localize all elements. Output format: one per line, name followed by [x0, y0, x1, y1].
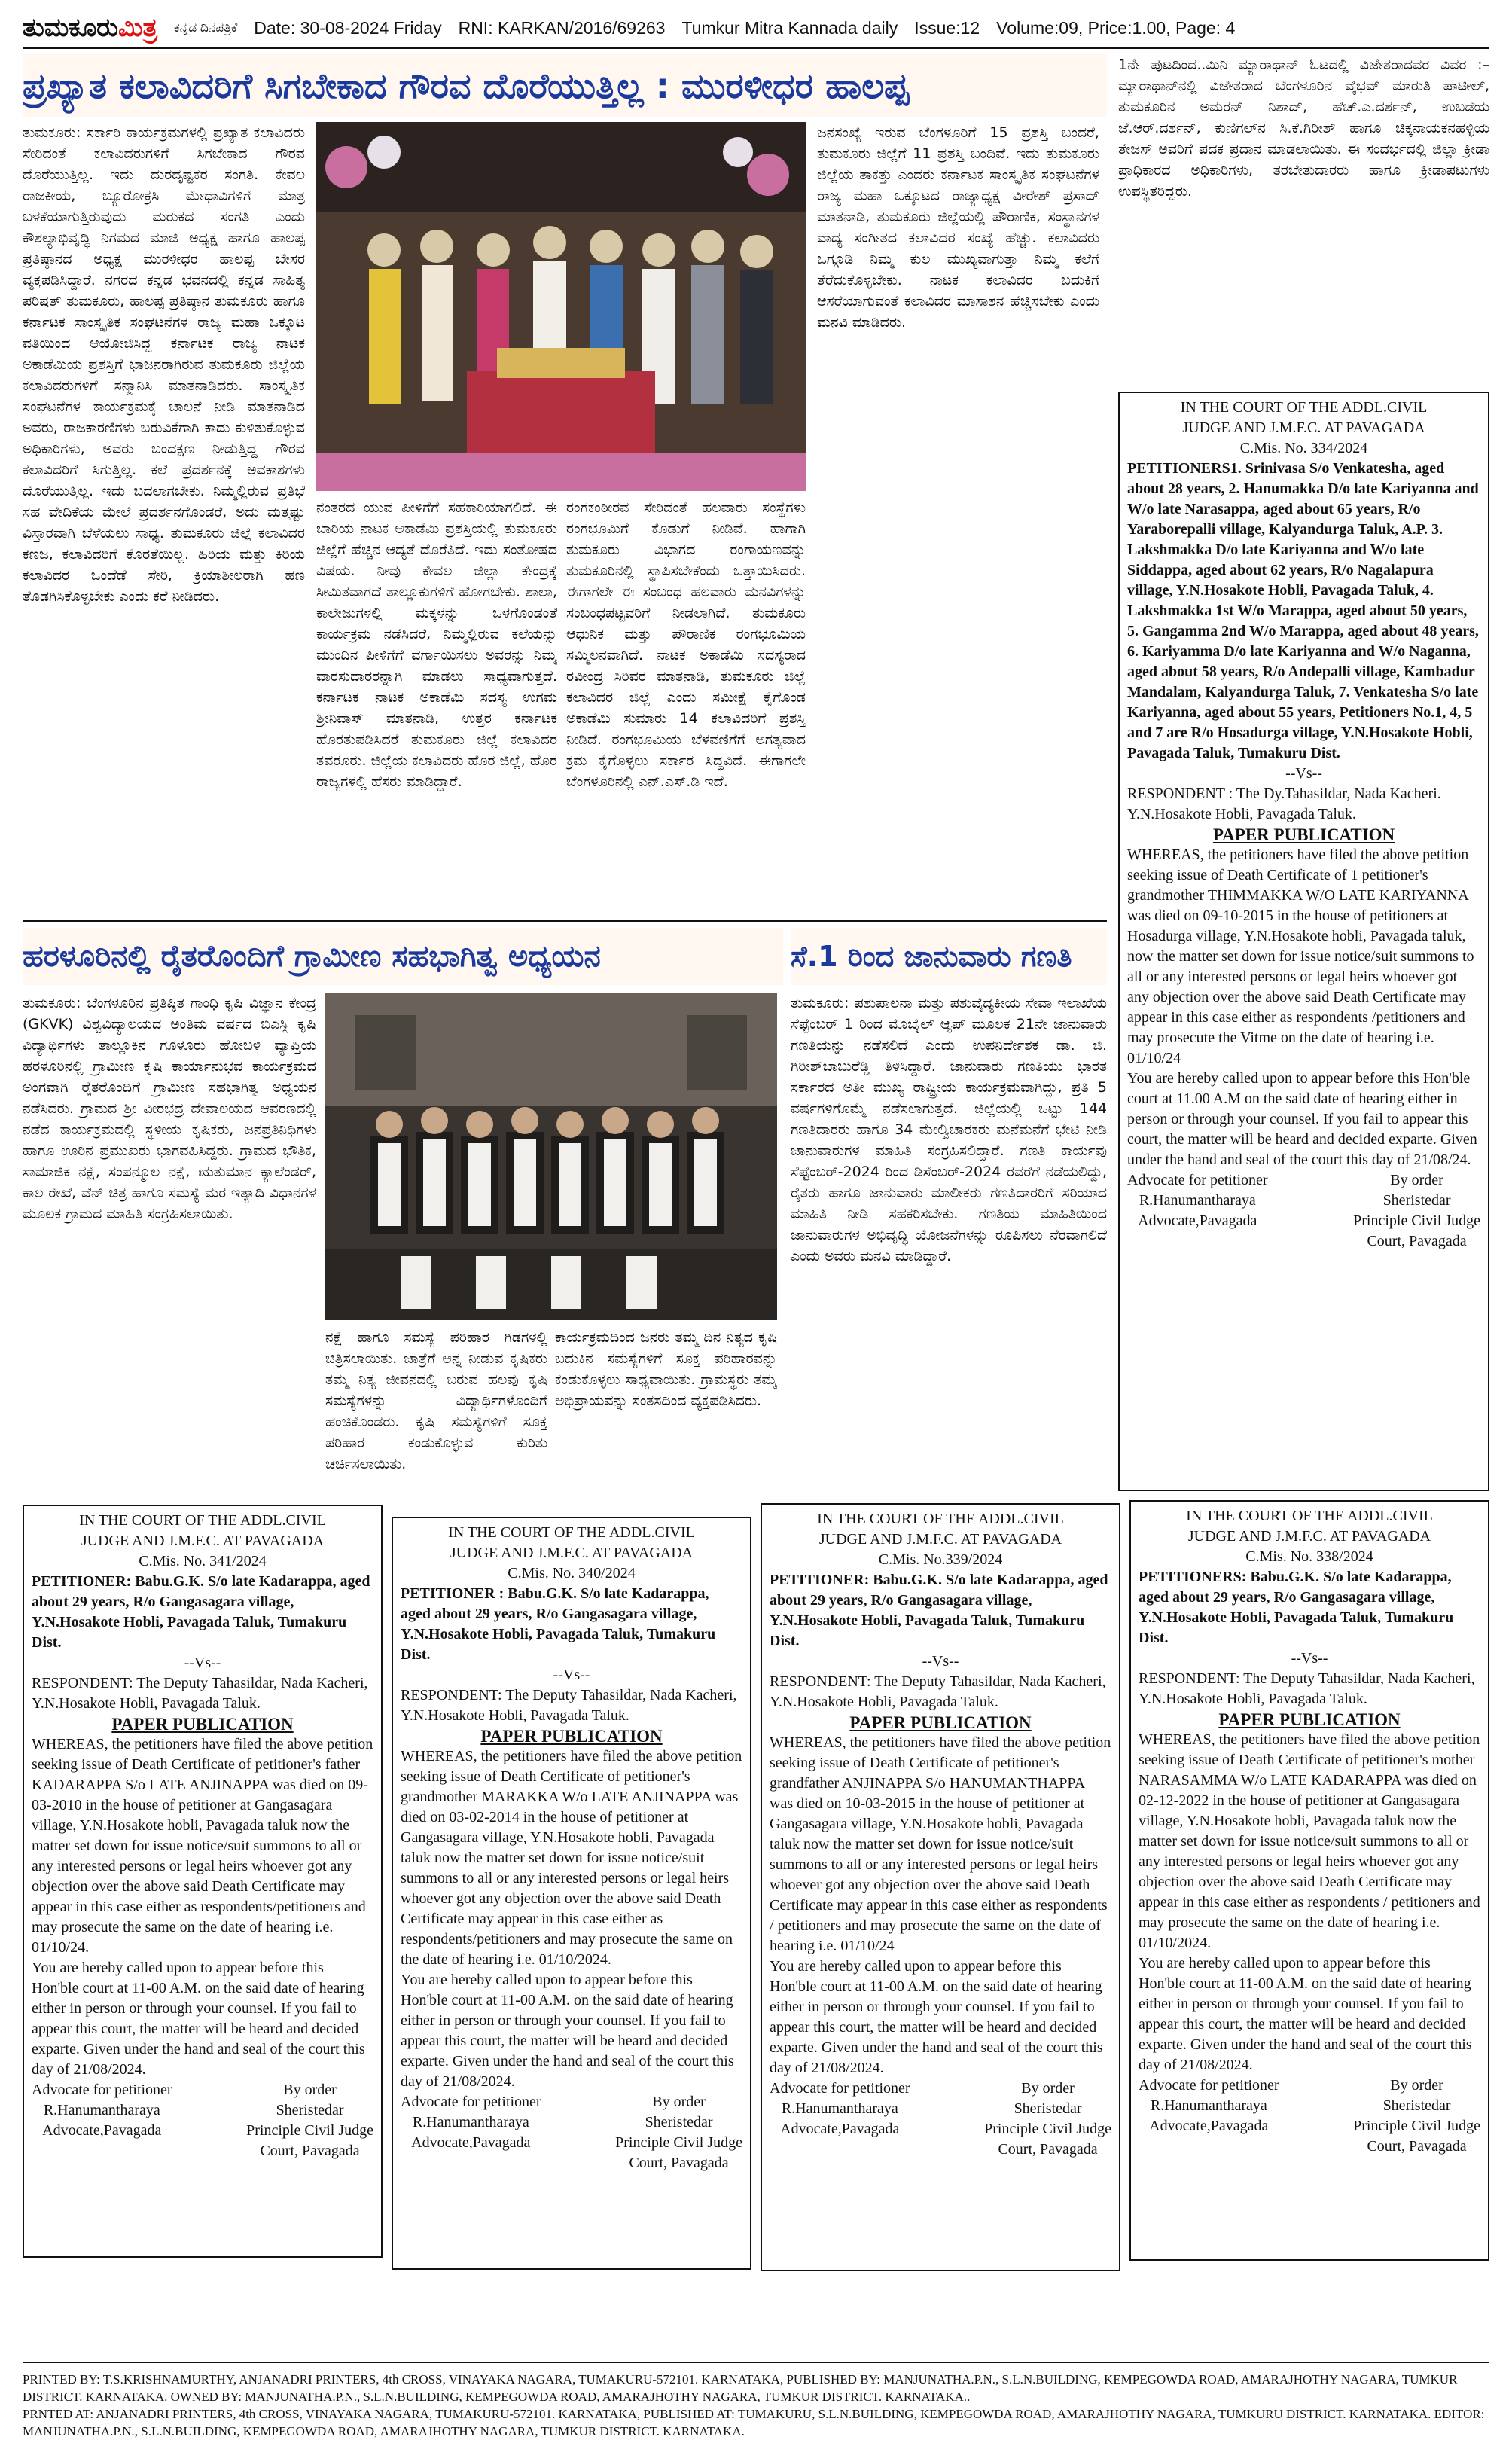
- story1-headline: ಪ್ರಖ್ಯಾತ ಕಲಾವಿದರಿಗೆ ಸಿಗಬೇಕಾದ ಗೌರವ ದೊರೆಯುತ್ತಿಲ್ಲ : ಮುರಳೀಧರ ಹಾಲಪ್ಪ: [23, 54, 1107, 117]
- story2-column-1: ತುಮಕೂರು: ಬೆಂಗಳೂರಿನ ಪ್ರತಿಷ್ಠಿತ ಗಾಂಧಿ ಕೃಷಿ ವಿಜ್ಞಾನ ಕೇಂದ್ರ (GKVK) ವಿಶ್ವವಿದ್ಯಾಲಯದ ಅಂತಿಮ ವರ್ಷದ ಬಿಎಸ್ಸಿ ಕೃಷಿ ವಿದ್ಯಾರ್ಥಿಗಳು ತಾಲ್ಲೂಕಿನ ಗೂಳೂರು ಹೋಬಳಿ ವ್ಯಾಪ್ತಿಯ ಹರಳೂರಿನಲ್ಲಿ ಗ್ರಾಮೀಣ ಕೃಷಿ ಕಾರ್ಯಾನುಭವ ಕಾರ್ಯಕ್ರಮದ ಅಂಗವಾಗಿ ರೈತರೊಂದಿಗೆ ಗ್ರಾಮೀಣ ಸಹಭಾಗಿತ್ವ ಅಧ್ಯಯನ ನಡೆಸಿದರು. ಗ್ರಾಮದ ಶ್ರೀ ವೀರಭದ್ರ ದೇವಾಲಯದ ಆವರಣದಲ್ಲಿ ನಡೆದ ಕಾರ್ಯಕ್ರಮದಲ್ಲಿ ಸ್ಥಳೀಯ ಕೃಷಿಕರು, ಜನಪ್ರತಿನಿಧಿಗಳು ಹಾಗೂ ಊರಿನ ಪ್ರಮುಖರು ಭಾಗವಹಿಸಿದ್ದರು. ಗ್ರಾಮದ ಭೌತಿಕ, ಸಾಮಾಜಿಕ ನಕ್ಷೆ, ಸಂಪನ್ಮೂಲ ನಕ್ಷೆ, ಋತುಮಾನ ಕ್ಯಾಲೆಂಡರ್, ಕಾಲ ರೇಖೆ, ವೆನ್ ಚಿತ್ರ ಹಾಗೂ ಸಮಸ್ಯೆ ಮರ ಇತ್ಯಾದಿ ವಿಧಾನಗಳ ಮೂಲಕ ಗ್ರಾಮದ ಮಾಹಿತಿ ಸಂಗ್ರಹಿಸಲಾಯಿತು.: [23, 995, 316, 1222]
- legal-notice-338: IN THE COURT OF THE ADDL.CIVIL JUDGE AND J.M.F.C. AT PAVAGADA C.Mis. No. 338/2024 PETITIONERS: Babu.G.K. S/o late Kadarappa, aged about 29 years, R/o Gangasagara village, Y.N.Hosakote Hobli, Pavagada Taluk, Tumakuru Dist. --Vs-- RESPONDENT: The Deputy Tahasildar, Nada Kacheri, Y.N.Hosakote Hobli, Pavagada Taluk. PAPER PUBLICATION WHEREAS, the petitioners have filed the above petition seeking issue of Death Certificate of petitioner's mother NARASAMMA W/o LATE KADARAPPA was died on 02-12-2022 in the house of petitioner at Gangasagara village, Y.N.Hosakote hobli, Pavagada taluk now the matter set down for issue notice/suit summons to all or any interested persons or legal heirs whoever got any objection over the above said Death Certificate may appear in this case either as respondents / petitioners and may prosecute the same on the date of hearing i.e. 01/10/2024. You are hereby called upon to appear before this Hon'ble court at 11-00 A.M. on the said date of hearing either in person or through your counsel. If you fail to appear this court, the matter will be heard and decided exparte. Given under the hand and seal of the court this day of 21/08/2024. Advocate for petitioner R.Hanumantharaya Advocate,Pavagada By order Sheristedar Principle Civil Judge Court, Pavagada: [1129, 1500, 1489, 2261]
- legal-notice-334: [1118, 392, 1489, 1491]
- story2-photo: [325, 993, 777, 1320]
- felicitation-photo-illustration: [316, 122, 806, 491]
- story3-body: ತುಮಕೂರು: ಪಶುಪಾಲನಾ ಮತ್ತು ಪಶುವೈದ್ಯಕೀಯ ಸೇವಾ ಇಲಾಖೆಯ ಸೆಪ್ಟೆಂಬರ್ 1 ರಿಂದ ಮೊಬೈಲ್ ಆ್ಯಪ್ ಮೂಲಕ 21ನೇ ಜಾನುವಾರು ಗಣತಿಯನ್ನು ನಡೆಸಲಿದೆ ಎಂದು ಉಪನಿರ್ದೇಶಕ ಡಾ. ಜಿ. ಗಿರೀಶ್‌ಬಾಬುರೆಡ್ಡಿ ತಿಳಿಸಿದ್ದಾರೆ. ಜಾನುವಾರು ಗಣತಿಯು ಭಾರತ ಸರ್ಕಾರದ ಅತೀ ಮುಖ್ಯ ರಾಷ್ಟ್ರೀಯ ಕಾರ್ಯಕ್ರಮವಾಗಿದ್ದು, ಪ್ರತಿ 5 ವರ್ಷಗಳಿಗೊಮ್ಮೆ ನಡೆಸಲಾಗುತ್ತದೆ. ಜಿಲ್ಲೆಯಲ್ಲಿ ಒಟ್ಟು 144 ಗಣತಿದಾರರು ಹಾಗೂ 34 ಮೇಲ್ವಿಚಾರಕರು ಮನೆಮನೆಗೆ ಭೇಟಿ ನೀಡಿ ಜಾನುವಾರುಗಳ ಮಾಹಿತಿ ಸಂಗ್ರಹಿಸಲಿದ್ದಾರೆ. ಗಣತಿ ಕಾರ್ಯವು ಸೆಪ್ಟೆಂಬರ್-2024 ರಿಂದ ಡಿಸೆಂಬರ್-2024 ರವರೆಗೆ ನಡೆಯಲಿದ್ದು, ರೈತರು ಹಾಗೂ ಜಾನುವಾರು ಮಾಲೀಕರು ಗಣತಿದಾರರಿಗೆ ಸರಿಯಾದ ಮಾಹಿತಿ ನೀಡಿ ಸಹಕರಿಸಬೇಕು. ಗಣತಿಯ ಮಾಹಿತಿಯಿಂದ ಜಾನುವಾರುಗಳ ಅಭಿವೃದ್ಧಿ ಯೋಜನೆಗಳನ್ನು ರೂಪಿಸಲು ನೆರವಾಗಲಿದೆ ಎಂದು ಅವರು ಮನವಿ ಮಾಡಿದ್ದಾರೆ.: [791, 995, 1107, 1264]
- notice-call: You are hereby called upon to appear before this Hon'ble court at 11.00 A.M on the said date of hearing either in person or through your counsel. If you fail to appear this court, the matter will be heard and decided exparte. Given under the hand and seal of the court this day of 21/08/24.: [1127, 1070, 1477, 1168]
- notice-court-line-1: IN THE COURT OF THE ADDL.CIVIL: [1180, 399, 1428, 416]
- tagline: ಕನ್ನಡ ದಿನಪತ್ರಿಕೆ: [173, 20, 238, 35]
- notice-versus: --Vs--: [1285, 765, 1322, 782]
- notice-signatures: Advocate for petitioner R.Hanumantharaya Advocate,Pavagada By order Sheristedar Principle Civil Judge Court, Pavagada: [770, 2080, 1111, 2158]
- imprint-footer: [23, 2371, 1489, 2440]
- notice-paper-publication: PAPER PUBLICATION: [1212, 825, 1395, 844]
- notice-case-number: C.Mis. No. 334/2024: [1239, 440, 1368, 456]
- story2-headline: ಹರಳೂರಿನಲ್ಲಿ ರೈತರೊಂದಿಗೆ ಗ್ರಾಮೀಣ ಸಹಭಾಗಿತ್ವ ಅಧ್ಯಯನ: [23, 928, 783, 985]
- imprint-line-1: PRINTED BY: T.S.KRISHNAMURTHY, ANJANADRI PRINTERS, 4th CROSS, VINAYAKA NAGARA, TUMAKURU-572101. KARNATAKA, PUBLISHED BY: MANJUNATHA.P.N., S.L.N.BUILDING, KEMPEGOWDA ROAD, AMARAJHOTHY NAGARA, TUMKUR DISTRICT. KARNATAKA. OWNED BY: MANJUNATHA.P.N., S.L.N.BUILDING, KEMPEGOWDA ROAD, AMARAJHOTHY NAGARA, TUMKUR DISTRICT. KARNATAKA..: [23, 2372, 1458, 2404]
- notice-respondent: RESPONDENT : The Dy.Tahasildar, Nada Kacheri. Y.N.Hosakote Hobli, Pavagada Taluk.: [1127, 785, 1441, 822]
- newspaper-logo: ತುಮಕೂರುಮಿತ್ರ: [23, 13, 157, 42]
- story1-column-4: ಜನಸಂಖ್ಯೆ ಇರುವ ಬೆಂಗಳೂರಿಗೆ 15 ಪ್ರಶಸ್ತಿ ಬಂದರೆ, ತುಮಕೂರು ಜಿಲ್ಲೆಗೆ 11 ಪ್ರಶಸ್ತಿ ಬಂದಿವೆ. ಇದು ತುಮಕೂರು ಜಿಲ್ಲೆಯ ತಾಕತ್ತು ಎಂದರು ಕರ್ನಾಟಕ ಸಾಂಸ್ಕೃತಿಕ ಸಂಘಟನೆಗಳ ರಾಜ್ಯ ಮಹಾ ಒಕ್ಕೂಟದ ರಾಜ್ಯಾಧ್ಯಕ್ಷ ವೀರೇಶ್ ಪ್ರಸಾದ್ ಮಾತನಾಡಿ, ತುಮಕೂರು ಜಿಲ್ಲೆಯಲ್ಲಿ ಪೌರಾಣಿಕ, ಸಂಸ್ಥಾನಗಳ ವಾದ್ಯ ಸಂಗೀತದ ಕಲಾವಿದರ ಸಂಖ್ಯೆ ಹೆಚ್ಚು. ಕಲಾವಿದರು ಒಗ್ಗೂಡಿ ನಿಮ್ಮ ಕುಲ ಮುಖ್ಯವಾಗುತ್ತಾ ನಿಮ್ಮ ಕಲೆಗೆ ತೆರೆದುಕೊಳ್ಳಬೇಕು. ನಾಟಕ ಕಲಾವಿದರ ಬದುಕಿಗೆ ಆಸರೆಯಾಗುವಂತೆ ಕಲಾವಿದರ ಮಾಸಾಶನ ಹೆಚ್ಚಿಸಬೇಕು ಎಂದು ಮನವಿ ಮಾಡಿದರು.: [817, 124, 1099, 331]
- continuation-column: 1ನೇ ಪುಟದಿಂದ..ಮಿನಿ ಮ್ಯಾರಾಥಾನ್ ಓಟದಲ್ಲಿ ವಿಜೇತರಾದವರ ವಿವರ :– ಮ್ಯಾರಾಥಾನ್‌ನಲ್ಲಿ ವಿಜೇತರಾದ ಬೆಂಗಳೂರಿನ ವೈಭವ್ ಮಾರುತಿ ಪಾಟೀಲ್, ತುಮಕೂರಿನ ಅಮರನ್ ನಿಶಾದ್, ಹೆಚ್.ಎ.ದರ್ಶನ್, ಉಬಡೆಯ ಜೆ.ಆರ್.ದರ್ಶನ್, ಕುಣಿಗಲ್‌ನ ಸಿ.ಕೆ.ಗಿರೀಶ್ ಹಾಗೂ ಚಿಕ್ಕನಾಯಕನಹಳ್ಳಿಯ ತೇಜಸ್ ಅವರಿಗೆ ಪದಕ ಪ್ರದಾನ ಮಾಡಲಾಯಿತು. ಈ ಸಂದರ್ಭದಲ್ಲಿ ಜಿಲ್ಲಾ ಕ್ರೀಡಾ ಪ್ರಾಧಿಕಾರದ ಅಧಿಕಾರಿಗಳು, ತರಬೇತುದಾರರು ಹಾಗೂ ಕ್ರೀಡಾಪಟುಗಳು ಉಪಸ್ಥಿತರಿದ್ದರು.: [1118, 56, 1489, 200]
- paper-name: Tumkur Mitra Kannada daily: [681, 17, 898, 38]
- notice-petitioners: PETITIONERS1. Srinivasa S/o Venkatesha, aged about 28 years, 2. Hanumakka D/o late Kariyanna and W/o late Narasappa, aged about 65 years, R/o Yaraborepalli village, Kalyandurga Taluk, A.P. 3. Lakshmakka D/o late Kariyanna and W/o late Siddappa, aged about 62 years, R/o Nagalapura village, Y.N.Hosakote Hobli, Pavagada Taluk, 4. Lakshmakka 1st W/o Marappa, aged about 50 years, 5. Gangamma 2nd W/o Marappa, aged about 48 years, 6. Kariyamma D/o late Kariyanna and W/o Naganna, aged about 58 years, R/o Andepalli village, Kambadur Mandalam, Kalyandurga Taluk, 7. Venkatesha S/o late Kariyanna, aged about 55 years, Petitioners No.1, 4, 5 and 7 are R/o Hosadurga village, Y.N.Hosakote Hobli, Pavagada Taluk, Tumakuru Dist.: [1127, 460, 1479, 761]
- story1-column-3: ರಂಗಕಂಠೀರವ ಸೇರಿದಂತೆ ಹಲವಾರು ಸಂಸ್ಥೆಗಳು ರಂಗಭೂಮಿಗೆ ಕೊಡುಗೆ ನೀಡಿವೆ. ಹಾಗಾಗಿ ತುಮಕೂರು ವಿಭಾಗದ ರಂಗಾಯಣವನ್ನು ತುಮಕೂರಿನಲ್ಲಿ ಸ್ಥಾಪಿಸಬೇಕೆಂದು ಒತ್ತಾಯಿಸಿದರು. ಈಗಾಗಲೇ ಈ ಸಂಬಂಧ ಹಲವಾರು ಮನವಿಗಳನ್ನು ಸಂಬಂಧಪಟ್ಟವರಿಗೆ ನೀಡಲಾಗಿದೆ. ತುಮಕೂರು ಆಧುನಿಕ ಮತ್ತು ಪೌರಾಣಿಕ ರಂಗಭೂಮಿಯ ಸಮ್ಮಿಲನವಾಗಿದೆ. ನಾಟಕ ಅಕಾಡೆಮಿ ಸದಸ್ಯರಾದ ರವೀಂದ್ರ ಸಿರಿವರ ಮಾತನಾಡಿ, ತುಮಕೂರು ಜಿಲ್ಲೆ ಕಲಾವಿದರ ಜಿಲ್ಲೆ ಎಂದು ಸಮೀಕ್ಷೆ ಕೈಗೊಂಡ ಅಕಾಡೆಮಿ ಸುಮಾರು 14 ಕಲಾವಿದರಿಗೆ ಪ್ರಶಸ್ತಿ ನೀಡಿದೆ. ರಂಗಭೂಮಿಯ ಬೆಳವಣಿಗೆಗೆ ಅಗತ್ಯವಾದ ಕ್ರಮ ಕೈಗೊಳ್ಳಲು ಸರ್ಕಾರ ಸಿದ್ಧವಿದೆ. ಈಗಾಗಲೇ ಬೆಂಗಳೂರಿನಲ್ಲಿ ಎನ್.ಎಸ್.ಡಿ ಇದೆ.: [566, 499, 806, 790]
- story1-column-1: ತುಮಕೂರು: ಸರ್ಕಾರಿ ಕಾರ್ಯಕ್ರಮಗಳಲ್ಲಿ ಪ್ರಖ್ಯಾತ ಕಲಾವಿದರು ಸೇರಿದಂತೆ ಕಲಾವಿದರುಗಳಿಗೆ ಸಿಗಬೇಕಾದ ಗೌರವ ದೊರೆಯುತ್ತಿಲ್ಲ. ಇದು ದುರದೃಷ್ಟಕರ ಸಂಗತಿ. ಕೇವಲ ರಾಜಕೀಯ, ಬ್ಯೂರೋಕ್ರಸಿ ಮೇಧಾವಿಗಳಿಗೆ ಮಾತ್ರ ಬಳಕೆಯಾಗುತ್ತಿರುವುದು ಮರುಕದ ಸಂಗತಿ ಎಂದು ಕೌಶಲ್ಯಾಭಿವೃದ್ಧಿ ನಿಗಮದ ಮಾಜಿ ಅಧ್ಯಕ್ಷ ಹಾಗೂ ಹಾಲಪ್ಪ ಪ್ರತಿಷ್ಠಾನದ ಅಧ್ಯಕ್ಷ ಮುರಳೀಧರ ಹಾಲಪ್ಪ ಬೇಸರ ವ್ಯಕ್ತಪಡಿಸಿದ್ದಾರೆ. ನಗರದ ಕನ್ನಡ ಭವನದಲ್ಲಿ ಕನ್ನಡ ಸಾಹಿತ್ಯ ಪರಿಷತ್ ತುಮಕೂರು, ಹಾಲಪ್ಪ ಪ್ರತಿಷ್ಠಾನ ತುಮಕೂರು ಹಾಗೂ ಕರ್ನಾಟಕ ಸಾಂಸ್ಕೃತಿಕ ಸಂಘಟನೆಗಳ ರಾಜ್ಯ ಮಹಾ ಒಕ್ಕೂಟ ವತಿಯಿಂದ ಆಯೋಜಿಸಿದ್ದ ಕರ್ನಾಟಕ ರಾಜ್ಯ ನಾಟಕ ಅಕಾಡೆಮಿಯ ಪ್ರಶಸ್ತಿಗೆ ಭಾಜನರಾಗಿರುವ ತುಮಕೂರು ಜಿಲ್ಲೆಯ ಕಲಾವಿದರುಗಳಿಗೆ ಸನ್ಮಾನಿಸಿ ಮಾತನಾಡಿದರು. ಸಾಂಸ್ಕೃತಿಕ ಸಂಘಟನೆಗಳ ಕಾರ್ಯಕ್ರಮಕ್ಕೆ ಚಾಲನೆ ನೀಡಿ ಮಾತನಾಡಿದ ಅವರು, ರಾಜಕಾರಣಿಗಳು ಬರುವಿಕೆಗಾಗಿ ಕಾದು ಕುಳಿತುಕೊಳ್ಳುವ ಅಧಿಕಾರಿಗಳು, ಅವರು ಬಂದಕ್ಷಣ ನೀಡುತ್ತಿದ್ದ ಗೌರವ ಕಲಾವಿದರಿಗೆ ಸಿಗುತ್ತಿಲ್ಲ. ಕಲೆ ಪ್ರದರ್ಶನಕ್ಕೆ ಅವಕಾಶಗಳು ದೊರೆಯುತ್ತಿಲ್ಲ. ಇದು ಬದಲಾಗಬೇಕು. ನಿಮ್ಮಲ್ಲಿರುವ ಪ್ರತಿಭೆ ಸಹ ವೇದಿಕೆಯ ಮೇಲೆ ಪ್ರದರ್ಶನಗೊಂಡರೆ, ಅದು ಮತ್ತಷ್ಟು ವಿಸ್ತಾರವಾಗಿ ಬೆಳೆಯಲು ಸಾಧ್ಯ. ತುಮಕೂರು ಜಿಲ್ಲೆ ಕಲಾವಿದರ ಕಣಜ, ಕಲಾವಿದರಿಗೆ ಕೊರತೆಯಿಲ್ಲ. ಹಿರಿಯ ಮತ್ತು ಕಿರಿಯ ಕಲಾವಿದರ ಒಂದೆಡೆ ಸೇರಿ, ಕ್ರಿಯಾಶೀಲರಾಗಿ ಹಣ ತೊಡಗಿಸಿಕೊಳ್ಳಬೇಕು ಎಂದು ಕರೆ ನೀಡಿದರು.: [23, 124, 305, 605]
- notice-body: WHEREAS, the petitioners have filed the above petition seeking issue of Death Certificate of 1 petitioner's grandmother THIMMAKKA W/O LATE KARIYANNA was died on 09-10-2015 in the house of petitioners at Hosadurga village, Y.N.Hosakote hobli, Pavagada taluk, now the matter set down for issue notice/suit summons to all or any interested persons or legal heirs whoever got any objection over the above said Death Certificate may appear in this case either as respondents /petitioners and may prosecute the Vitme on the date of hearing i.e. 01/10/24: [1127, 846, 1474, 1066]
- story2-column-2: ನಕ್ಷೆ ಹಾಗೂ ಸಮಸ್ಯೆ ಪರಿಹಾರ ಗಿಡಗಳಲ್ಲಿ ಚಿತ್ರಿಸಲಾಯಿತು. ಜಾತ್ರೆಗೆ ಅನ್ನ ನೀಡುವ ಕೃಷಿಕರು ತಮ್ಮ ನಿತ್ಯ ಜೀವನದಲ್ಲಿ ಬರುವ ಹಲವು ಕೃಷಿ ಸಮಸ್ಯೆಗಳನ್ನು ವಿದ್ಯಾರ್ಥಿಗಳೊಂದಿಗೆ ಹಂಚಿಕೊಂಡರು. ಕೃಷಿ ಸಮಸ್ಯೆಗಳಿಗೆ ಸೂಕ್ತ ಪರಿಹಾರ ಕಂಡುಕೊಳ್ಳುವ ಕುರಿತು ಚರ್ಚಿಸಲಾಯಿತು.: [325, 1329, 547, 1472]
- notice-signatures: Advocate for petitioner R.Hanumantharaya Advocate,Pavagada By order Sheristedar Principle Civil Judge Court, Pavagada: [1127, 1172, 1480, 1249]
- notice-signatures: Advocate for petitioner R.Hanumantharaya Advocate,Pavagada By order Sheristedar Principle Civil Judge Court, Pavagada: [32, 2082, 373, 2159]
- notice-court-line-2: JUDGE AND J.M.F.C. AT PAVAGADA: [1182, 419, 1425, 436]
- masthead: [23, 12, 1489, 44]
- issue-number: Issue:12: [914, 17, 980, 38]
- section-rule: [23, 920, 1107, 922]
- imprint-line-2: PRNTED AT: ANJANADRI PRINTERS, 4th CROSS, VINAYAKA NAGARA, TUMAKURU-572101. KARNATAKA, PUBLISHED AT: TUMAKURU, S.L.N.BUILDING, KEMPEGOWDA ROAD, AMARAJHOTHY NAGARA, TUMKURU DISTRICT. KARNATAKA. EDITOR: MANJUNATHA.P.N., S.L.N.BUILDING, KEMPEGOWDA ROAD, AMARAJHOTHY NAGARA, TUMKUR DISTRICT. KARNATAKA.: [23, 2407, 1485, 2438]
- notice-signatures: Advocate for petitioner R.Hanumantharaya Advocate,Pavagada By order Sheristedar Principle Civil Judge Court, Pavagada: [401, 2094, 742, 2171]
- story3-headline: ಸೆ.1 ರಿಂದ ಜಾನುವಾರು ಗಣತಿ: [791, 928, 1107, 985]
- legal-notice-341: IN THE COURT OF THE ADDL.CIVIL JUDGE AND J.M.F.C. AT PAVAGADA C.Mis. No. 341/2024 PETITIONER: Babu.G.K. S/o late Kadarappa, aged about 29 years, R/o Gangasagara village, Y.N.Hosakote Hobli, Pavagada Taluk, Tumakuru Dist. --Vs-- RESPONDENT: The Deputy Tahasildar, Nada Kacheri, Y.N.Hosakote Hobli, Pavagada Taluk. PAPER PUBLICATION WHEREAS, the petitioners have filed the above petition seeking issue of Death Certificate of petitioner's father KADARAPPA S/o LATE ANJINAPPA was died on 09-03-2010 in the house of petitioner at Gangasagara village, Y.N.Hosakote hobli, Pavagada taluk now the matter set down for issue notice/suit summons to all or any interested persons or legal heirs whoever got any objection over the above said Death Certificate may appear in this case either as respondents/petitioners and may prosecute the same on the date of hearing i.e. 01/10/24. You are hereby called upon to appear before this Hon'ble court at 11-00 A.M. on the said date of hearing either in person or through your counsel. If you fail to appear this court, the matter will be heard and decided exparte. Given under the hand and seal of the court this day of 21/08/2024. Advocate for petitioner R.Hanumantharaya Advocate,Pavagada By order Sheristedar Principle Civil Judge Court, Pavagada: [23, 1505, 383, 2258]
- footer-rule: [23, 2362, 1489, 2363]
- students-group-photo-illustration: [325, 993, 777, 1320]
- legal-notice-340: IN THE COURT OF THE ADDL.CIVIL JUDGE AND J.M.F.C. AT PAVAGADA C.Mis. No. 340/2024 PETITIONER : Babu.G.K. S/o late Kadarappa, aged about 29 years, R/o Gangasagara village, Y.N.Hosakote Hobli, Pavagada Taluk, Tumakuru Dist. --Vs-- RESPONDENT: The Deputy Tahasildar, Nada Kacheri, Y.N.Hosakote Hobli, Pavagada Taluk. PAPER PUBLICATION WHEREAS, the petitioners have filed the above petition seeking issue of Death Certificate of petitioner's grandmother MARAKKA W/o LATE ANJINAPPA was died on 03-02-2014 in the house of petitioner at Gangasagara village, Y.N.Hosakote hobli, Pavagada taluk now the matter set down for issue notice/suit summons to all or any interested persons or legal heirs whoever got any objection over the above said Death Certificate may appear in this case either as respondents/petitioners and may prosecute the same on the date of hearing i.e. 01/10/2024. You are hereby called upon to appear before this Hon'ble court at 11-00 A.M. on the said date of hearing either in person or through your counsel. If you fail to appear this court, the matter will be heard and decided exparte. Given under the hand and seal of the court this day of 21/08/2024. Advocate for petitioner R.Hanumantharaya Advocate,Pavagada By order Sheristedar Principle Civil Judge Court, Pavagada: [392, 1517, 751, 2270]
- rni-number: RNI: KARKAN/2016/69263: [458, 17, 666, 38]
- issue-date: Date: 30-08-2024 Friday: [254, 17, 442, 38]
- legal-notice-339: IN THE COURT OF THE ADDL.CIVIL JUDGE AND J.M.F.C. AT PAVAGADA C.Mis. No.339/2024 PETITIONER: Babu.G.K. S/o late Kadarappa, aged about 29 years, R/o Gangasagara village, Y.N.Hosakote Hobli, Pavagada Taluk, Tumakuru Dist. --Vs-- RESPONDENT: The Deputy Tahasildar, Nada Kacheri, Y.N.Hosakote Hobli, Pavagada Taluk. PAPER PUBLICATION WHEREAS, the petitioners have filed the above petition seeking issue of Death Certificate of petitioner's grandfather ANJINAPPA S/o HANUMANTHAPPA was died on 10-03-2015 in the house of petitioner at Gangasagara village, Y.N.Hosakote hobli, Pavagada taluk now the matter set down for issue notice/suit summons to all or any interested persons or legal heirs whoever got any objection over the above said Death Certificate may appear in this case either as respondents / petitioners and may prosecute the same on the date of hearing i.e. 01/10/24 You are hereby called upon to appear before this Hon'ble court at 11-00 A.M. on the said date of hearing either in person or through your counsel. If you fail to appear this court, the matter will be heard and decided exparte. Given under the hand and seal of the court this day of 21/08/2024. Advocate for petitioner R.Hanumantharaya Advocate,Pavagada By order Sheristedar Principle Civil Judge Court, Pavagada: [761, 1503, 1120, 2271]
- masthead-rule: [23, 47, 1489, 49]
- story1-column-2: ನಂತರದ ಯುವ ಪೀಳಿಗೆಗೆ ಸಹಕಾರಿಯಾಗಲಿದೆ. ಈ ಬಾರಿಯ ನಾಟಕ ಅಕಾಡೆಮಿ ಪ್ರಶಸ್ತಿಯಲ್ಲಿ ತುಮಕೂರು ಜಿಲ್ಲೆಗೆ ಹೆಚ್ಚಿನ ಆದ್ಯತೆ ದೊರೆತಿದೆ. ಇದು ಸಂತೋಷದ ವಿಷಯ. ನೀವು ಕೇವಲ ಜಿಲ್ಲಾ ಕೇಂದ್ರಕ್ಕೆ ಸೀಮಿತವಾಗದೆ ತಾಲ್ಲೂಕುಗಳಿಗೆ ಹೋಗಬೇಕು. ಶಾಲಾ, ಕಾಲೇಜುಗಳಲ್ಲಿ ಮಕ್ಕಳನ್ನು ಒಳಗೊಂಡಂತೆ ಕಾರ್ಯಕ್ರಮ ನಡೆಸಿದರೆ, ನಿಮ್ಮಲ್ಲಿರುವ ಕಲೆಯನ್ನು ಮುಂದಿನ ಪೀಳಿಗೆಗೆ ವರ್ಗಾಯಿಸಲು ಅವರನ್ನು ನಿಮ್ಮ ವಾರಸುದಾರರನ್ನಾಗಿ ಮಾಡಲು ಸಾಧ್ಯವಾಗುತ್ತದೆ. ಕರ್ನಾಟಕ ನಾಟಕ ಅಕಾಡೆಮಿ ಸದಸ್ಯ ಉಗಮ ಶ್ರೀನಿವಾಸ್ ಮಾತನಾಡಿ, ಉತ್ತರ ಕರ್ನಾಟಕ ಹೊರತುಪಡಿಸಿದರೆ ತುಮಕೂರು ಜಿಲ್ಲೆ ಕಲಾವಿದರ ತವರೂರು. ಜಿಲ್ಲೆಯ ಕಲಾವಿದರು ಹೊರ ಜಿಲ್ಲೆ, ಹೊರ ರಾಜ್ಯಗಳಲ್ಲಿ ಹೆಸರು ಮಾಡಿದ್ದಾರೆ.: [316, 499, 557, 790]
- notice-signatures: Advocate for petitioner R.Hanumantharaya Advocate,Pavagada By order Sheristedar Principle Civil Judge Court, Pavagada: [1139, 2077, 1480, 2155]
- story2-column-3: ಕಾರ್ಯಕ್ರಮದಿಂದ ಜನರು ತಮ್ಮ ದಿನ ನಿತ್ಯದ ಕೃಷಿ ಬದುಕಿನ ಸಮಸ್ಯೆಗಳಿಗೆ ಸೂಕ್ತ ಪರಿಹಾರವನ್ನು ಕಂಡುಕೊಳ್ಳಲು ಸಾಧ್ಯವಾಯಿತು. ಗ್ರಾಮಸ್ಥರು ತಮ್ಮ ಅಭಿಪ್ರಾಯವನ್ನು ಸಂತಸದಿಂದ ವ್ಯಕ್ತಪಡಿಸಿದರು.: [555, 1329, 777, 1409]
- volume-price-page: Volume:09, Price:1.00, Page: 4: [996, 17, 1236, 38]
- story1-photo: [316, 122, 806, 491]
